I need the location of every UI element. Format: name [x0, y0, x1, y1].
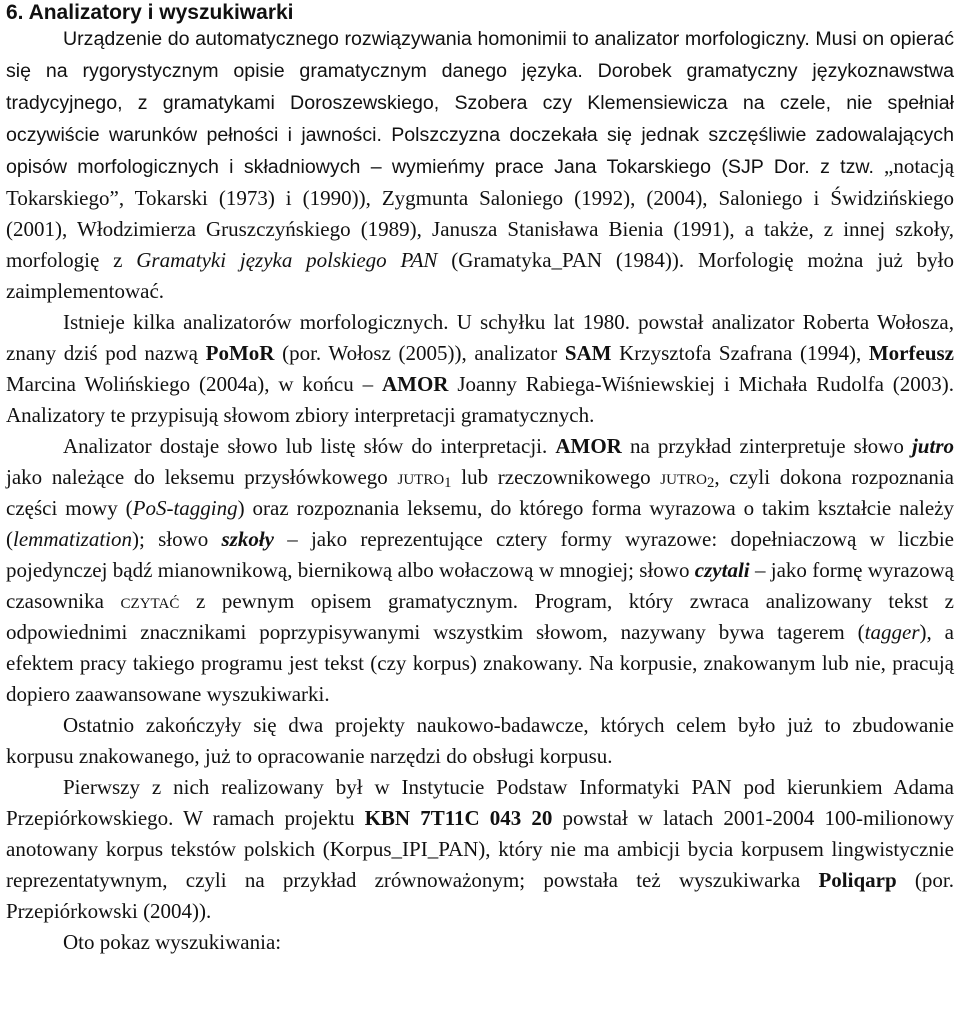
paragraph-3	[6, 431, 954, 710]
paragraph-4: Ostatnio zakończyły się dwa projekty naukowo-badawcze, których celem było już to zbudowanie korpusu znakowanego, już to opracowanie narzędzi do obsługi korpusu.	[6, 713, 954, 768]
paragraph-3-text-a: Analizator dostaje słowo lub listę słów do interpretacji.	[63, 434, 556, 458]
paragraph-6: Oto pokaz wyszukiwania:	[63, 930, 282, 954]
sam-term: SAM	[564, 341, 612, 365]
section-heading: 6. Analizatory i wyszukiwarki	[6, 1, 294, 24]
amor-term: AMOR	[381, 372, 449, 396]
paragraph-2-text-e: Joanny Rabiega-Wiśniewskiej i Michała Rudolfa (2003). Analizatory te przypisują słowom zbiory interpretacji gramatycznych.	[6, 372, 954, 427]
paragraph-3-text-e: , czyli dokona rozpoznania części mowy (	[6, 465, 954, 520]
paragraph-3-text-h: – jako reprezentujące cztery formy wyrazowe: dopełniaczową w liczbie pojedynczej bądź mianownikową, biernikową albo wołaczową w mnogiej; słowo	[6, 527, 955, 582]
poliqarp-term: Poliqarp	[818, 868, 897, 892]
paragraph-2	[6, 307, 954, 431]
paragraph-1-text: „notacją Tokarskiego”, Tokarski (1973) i (1990)), Zygmunta Saloniego (1992), (2004), Saloniego i Świdzińskiego (2001), Włodzimierza Gruszczyńskiego (1989), Janusza Stanisława Bienia (1991), a także, z innej szkoły, morfologię z	[6, 154, 955, 272]
lexeme-jutro-1: jutro	[397, 465, 445, 489]
word-jutro: jutro	[911, 434, 954, 458]
paragraph-5-text-a: Pierwszy z nich realizowany był w Instytucie Podstaw Informatyki PAN pod kierunkiem Adama Przepiórkowskiego. W ramach projektu	[6, 775, 954, 830]
kbn-project-code: KBN 7T11C 043 20	[364, 806, 553, 830]
subscript-2: 2	[706, 475, 715, 491]
lexeme-jutro-2: jutro	[660, 465, 707, 489]
pomor-term: PoMoR	[205, 341, 275, 365]
paragraph-3-text-f: ) oraz rozpoznania leksemu, do którego forma wyrazowa o takim kształcie należy (	[6, 496, 954, 551]
paragraph-3-text-j: z pewnym opisem gramatycznym. Program, który zwraca analizowany tekst z odpowiednimi znacznikami poprzypisywanymi wszystkim słowom, nazywany bywa tagerem (	[6, 589, 954, 644]
paragraph-2-text-b: (por. Wołosz (2005)), analizator	[274, 341, 565, 365]
paragraph-3-text-b: na przykład zinterpretuje słowo	[621, 434, 912, 458]
paragraph-5	[6, 772, 954, 927]
amor-term-2: AMOR	[555, 434, 622, 458]
paragraph-3-text-c: jako należące do leksemu przysłówkowego	[6, 465, 398, 489]
pos-tagging-term: PoS-tagging	[132, 496, 238, 520]
word-czytali: czytali	[694, 558, 750, 582]
paragraph-1-sans-text: Urządzenie do automatycznego rozwiązywania homonimii to analizator morfologiczny. Musi on opierać się na rygorystycznym opisie gramatycznym danego języka. Dorobek gramatyczny językoznawstwa tradycyjnego, z gramatykami Doroszewskiego, Szobera czy Klemensiewicza na czele, nie spełniał oczywiście warunków pełności i jawności. Polszczyzna doczekała się jednak szczęśliwie zadowalających opisów morfologicznych i składniowych – wymieńmy prace Jana Tokarskiego (SJP Dor. z tzw.	[6, 28, 954, 178]
paragraph-3-text-d: lub rzeczownikowego	[451, 465, 661, 489]
paragraph-1-tail: (Gramatyka_PAN (1984)). Morfologię można już było zaimplementować.	[6, 248, 954, 303]
tagger-term: tagger	[864, 620, 920, 644]
paragraph-5-text-c: (por. Przepiórkowski (2004)).	[6, 868, 954, 923]
lexeme-czytac: czytać	[120, 589, 180, 613]
word-szkoly: szkoły	[221, 527, 274, 551]
paragraph-1-italic-title: Gramatyki języka polskiego PAN	[136, 248, 438, 272]
subscript-1: 1	[444, 475, 452, 491]
morfeusz-term: Morfeusz	[868, 341, 954, 365]
paragraph-3-text-i: – jako formę wyrazową czasownika	[6, 558, 954, 613]
lemmatization-term: lemmatization	[13, 527, 132, 551]
paragraph-3-text-g: ); słowo	[132, 527, 222, 551]
paragraph-3-text-k: ), a efektem pracy takiego programu jest tekst (czy korpus) znakowany. Na korpusie, znakowanym lub nie, pracują dopiero zaawansowane wyszukiwarki.	[6, 620, 954, 706]
paragraph-2-text-a: Istnieje kilka analizatorów morfologicznych. U schyłku lat 1980. powstał analizator Roberta Wołosza, znany dziś pod nazwą	[6, 310, 954, 365]
paragraph-1	[6, 23, 954, 307]
paragraph-5-text-b: powstał w latach 2001-2004 100-milionowy anotowany korpus tekstów polskich (Korpus_IPI_PAN), który nie ma ambicji bycia korpusem lingwistycznie reprezentatywnym, czyli na przykład zrównoważonym; powstała też wyszukiwarka	[6, 806, 954, 892]
paragraph-2-text-d: Marcina Wolińskiego (2004a), w końcu –	[6, 372, 382, 396]
paragraph-2-text-c: Krzysztofa Szafrana (1994),	[611, 341, 869, 365]
